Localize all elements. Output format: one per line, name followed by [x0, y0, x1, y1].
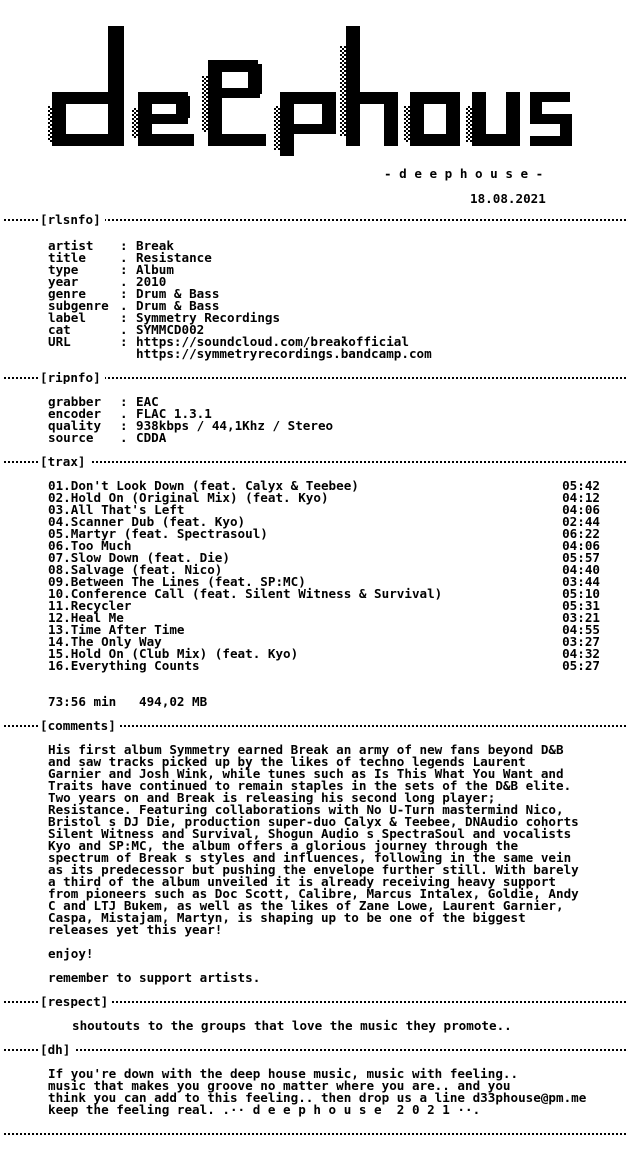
- text-line: Resistance. Featuring collaborations with No U-Turn mastermind Nico,: [48, 802, 564, 817]
- text-line: His first album Symmetry earned Break an army of new fans beyond D&B: [48, 742, 564, 757]
- section-divider-rlsnfo: [4, 214, 626, 226]
- text-line: and saw tracks picked up by the likes of techno legends Laurent: [48, 754, 526, 769]
- text-line: as its predecessor but pushing the envelope further still. With barely: [48, 862, 579, 877]
- text-line: C and LTJ Bukem, as well as the likes of Zane Lowe, Laurent Garnier,: [48, 898, 564, 913]
- text-line: Two years on and Break is releasing his second long player;: [48, 790, 496, 805]
- artist-row: artist : Break: [48, 238, 174, 253]
- respect-text: shoutouts to the groups that love the music they promote..: [72, 1018, 512, 1033]
- grabber-row: grabber : EAC: [48, 394, 159, 409]
- subgenre-row: subgenre . Drum & Bass: [48, 298, 220, 313]
- section-divider-dh: [4, 1044, 626, 1056]
- text-line: Silent Witness and Survival, Shogun Audio s SpectraSoul and vocalists: [48, 826, 572, 841]
- section-label: [comments]: [40, 720, 120, 732]
- text-line: a third of the album unveiled it is already receiving heavy support: [48, 874, 556, 889]
- quality-row: quality : 938kbps / 44,1Khz / Stereo: [48, 418, 334, 433]
- soundcloud-link[interactable]: https://soundcloud.com/breakofficial: [136, 334, 409, 349]
- label-row: label : Symmetry Recordings: [48, 310, 281, 325]
- section-divider-ripnfo: [4, 372, 626, 384]
- text-line: Traits have continued to remain staples in the sets of the D&B elite.: [48, 778, 572, 793]
- support-text: remember to support artists.: [48, 970, 261, 985]
- text-line: from pioneers such as Doc Scott, Calibre, Marcus Intalex, Goldie, Andy: [48, 886, 579, 901]
- section-divider-respect: [4, 996, 626, 1008]
- text-line: Kyo and SP:MC, the album offers a glorious journey through the: [48, 838, 519, 853]
- cat-row: cat . SYMMCD002: [48, 322, 205, 337]
- bandcamp-link[interactable]: https://symmetryrecordings.bandcamp.com: [136, 346, 432, 361]
- section-divider-trax: [4, 456, 626, 468]
- encoder-row: encoder . FLAC 1.3.1: [48, 406, 212, 421]
- text-line: Caspa, Mistajam, Martyn, is shaping up to be one of the biggest: [48, 910, 526, 925]
- genre-row: genre : Drum & Bass: [48, 286, 220, 301]
- nfo-document: - d e e p h o u s e - 18.08.2021 [rlsnfo] artist : Break title . Resistance type : Album year . 2010 genre : Drum & Bass subgenre . Drum & Bass label : Symmetry Recordings cat . SYMMCD002 URL : https://soundcloud.com/breakofficial https://symmetryrecordings.bandcamp.com [ripnfo] grabber : EAC encoder . FLAC 1.3.1 quality : 938kbps / 44,1Khz / Stereo source . CDDA [trax] 01.Don't Look Down (feat. Calyx & Teebee) 05:42 02.Hold On (Original Mix) (feat. Kyo) 04:12 03.All That's Left 04:06 04.Scanner Dub (feat. Kyo) 02:44 05.Martyr (feat. Spectrasoul) 06:22 06.Too Much 04:06 07.Slow Down (feat. Die) 05:57 08.Salvage (feat. Nico) 04:40 09.Between The Lines (feat. SP:MC) 03:44 10.Conference Call (feat. Silent Witness & Survival) 05:10 11.Recycler 05:31 12.Heal Me 03:21 13.Time After Time 04:55 14.The Only Way 03:27 15.Hold On (Club Mix) (feat. Kyo) 04:32 16.Everything Counts 05:27 73:56 min 494,02 MB [comments] His first album Symmetry earned Break an army of new fans beyond D&B and saw tracks picked up by the likes of techno legends Laurent Garnier and Josh Wink, while tunes such as Is This What You Want and Traits have continued to remain staples in the sets of the D&B elite. Two years on and Break is releasing his second long player; Resistance. Featuring collaborations with No U-Turn mastermind Nico, Bristol s DJ Die, production super-duo Calyx & Teebee, DNAudio cohorts Silent Witness and Survival, Shogun Audio s SpectraSoul and vocalists Kyo and SP:MC, the album offers a glorious journey through the spectrum of Break s styles and influences, following in the same vein as its predecessor but pushing the envelope further still. With barely a third of the album unveiled it is already receiving heavy support from pioneers such as Doc Scott, Calibre, Marcus Intalex, Goldie, Andy C and LTJ Bukem, as well as the likes of Zane Lowe, Laurent Garnier, Caspa, Mistajam, Martyn, is shaping up to be one of the biggest releases yet this year! enjoy! remember to support artists. [respect] shoutouts to the groups that love the music they promote.. [dh] If you're down with the deep house music, music with feeling.. music that makes you groove no matter where you are.. and you think you can add to this feeling.. then drop us a line d33phouse@pm.me keep the feeling real. .·· d e e p h o u s e 2 0 2 1 ··.: [0, 0, 632, 1152]
- release-date: 18.08.2021: [470, 191, 546, 206]
- section-label: [respect]: [40, 996, 112, 1008]
- text-line: spectrum of Break s styles and influences, following in the same vein: [48, 850, 572, 865]
- text-line: keep the feeling real. .·· d e e p h o u s e 2 0 2 1 ··.: [48, 1102, 481, 1117]
- url-row-2: [48, 348, 432, 360]
- deephouse-logo: [48, 26, 578, 156]
- footer-divider: [4, 1128, 626, 1140]
- text-line: think you can add to this feeling.. then drop us a line d33phouse@pm.me: [48, 1090, 587, 1105]
- section-label: [rlsnfo]: [40, 214, 105, 226]
- text-line: Garnier and Josh Wink, while tunes such as Is This What You Want and: [48, 766, 564, 781]
- section-label: [ripnfo]: [40, 372, 105, 384]
- section-label: [trax]: [40, 456, 90, 468]
- text-line: releases yet this year!: [48, 922, 223, 937]
- source-row: source . CDDA: [48, 430, 167, 445]
- type-row: type : Album: [48, 262, 174, 277]
- year-row: year . 2010: [48, 274, 167, 289]
- text-line: Bristol s DJ Die, production super-duo Calyx & Teebee, DNAudio cohorts: [48, 814, 579, 829]
- url-row: URL : https://soundcloud.com/breakofficial: [48, 334, 409, 349]
- logo-tagline: - d e e p h o u s e -: [384, 166, 544, 181]
- text-line: If you're down with the deep house music, music with feeling..: [48, 1066, 519, 1081]
- totals: 73:56 min 494,02 MB: [48, 694, 208, 709]
- section-label: [dh]: [40, 1044, 74, 1056]
- section-divider-comments: [4, 720, 626, 732]
- enjoy-text: enjoy!: [48, 946, 94, 961]
- text-line: music that makes you groove no matter where you are.. and you: [48, 1078, 511, 1093]
- title-row: title . Resistance: [48, 250, 212, 265]
